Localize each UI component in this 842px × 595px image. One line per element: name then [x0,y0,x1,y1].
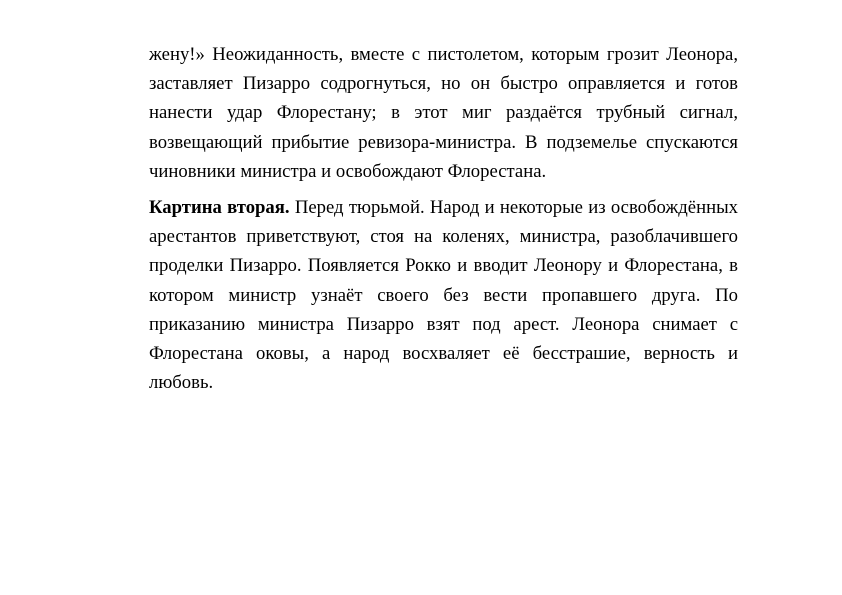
text-block [149,40,738,397]
paragraph-2-body: Перед тюрьмой. Народ и некоторые из освобождённых арестантов приветствуют, стоя на коленях, министра, разоблачившего проделки Пизарро. Появляется Рокко и вводит Леонору и Флорестана, в котором министр узнаёт своего без вести пропавшего друга. По приказанию министра Пизарро взят под арест. Леонора снимает с Флорестана оковы, а народ восхваляет её бесстрашие, верность и любовь. [149,197,738,394]
paragraph-1: жену!» Неожиданность, вместе с пистолетом, которым грозит Леонора, заставляет Пизарро содрогнуться, но он быстро оправляется и готов нанести удар Флорестану; в этот миг раздаётся трубный сигнал, возвещающий прибытие ревизора-министра. В подземелье спускаются чиновники министра и освобождают Флорестана. [149,44,738,182]
paragraph-2 [149,193,738,397]
scene-heading: Картина вторая. [149,197,290,219]
